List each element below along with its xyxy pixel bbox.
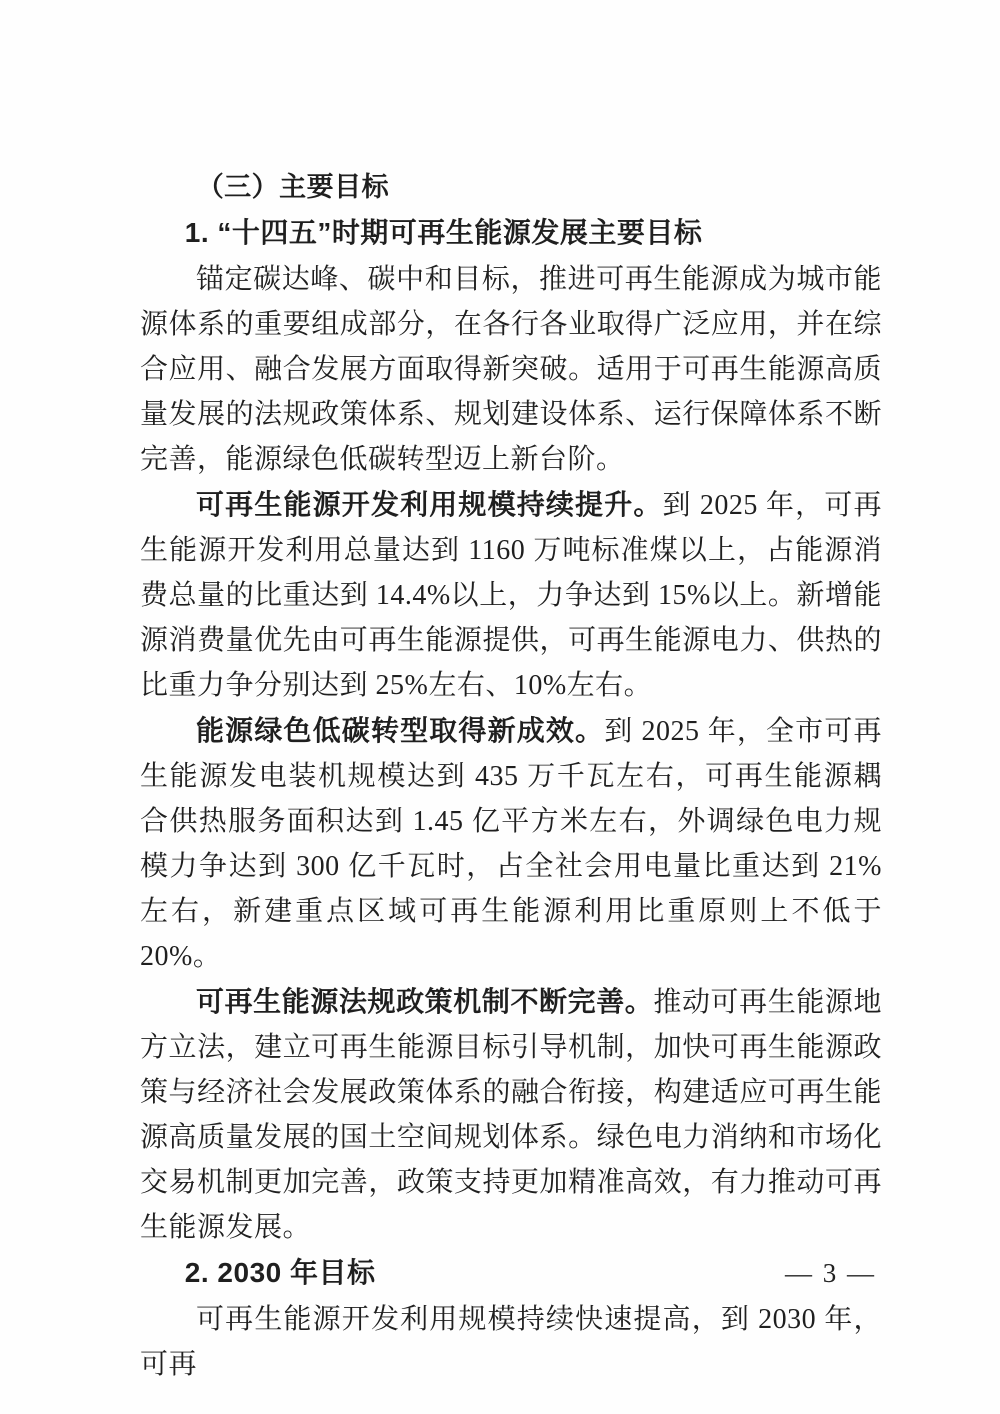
paragraph — [140, 256, 882, 482]
paragraph-lead: 可再生能源开发利用规模持续提升。 — [196, 489, 663, 520]
paragraph-text: 推动可再生能源地方立法，建立可再生能源目标引导机制，加快可再生能源政策与经济社会发展政策体系的融合衔接，构建适应可再生能源高质量发展的国土空间规划体系。绿色电力消纳和市场化交易机制更加完善，政策支持更加精准高效，有力推动可再生能源发展。 — [140, 987, 882, 1243]
paragraph-text: 到 2025 年，全市可再生能源发电装机规模达到 435 万千瓦左右，可再生能源耦合供热服务面积达到 1.45 亿平方米左右，外调绿色电力规模力争达到 300 亿千瓦时，占全社会用电量比重达到 21%左右，新建重点区域可再生能源利用比重原则上不低于 20%。 — [140, 716, 882, 972]
paragraph — [140, 979, 882, 1250]
paragraph-text: 锚定碳达峰、碳中和目标，推进可再生能源成为城市能源体系的重要组成部分，在各行各业取得广泛应用，并在综合应用、融合发展方面取得新突破。适用于可再生能源高质量发展的法规政策体系、规划建设体系、运行保障体系不断完善，能源绿色低碳转型迈上新台阶。 — [140, 264, 882, 475]
paragraph-text: 到 2025 年，可再生能源开发利用总量达到 1160 万吨标准煤以上，占能源消费总量的比重达到 14.4%以上，力争达到 15%以上。新增能源消费量优先由可再生能源提供，可再生能源电力、供热的比重力争分别达到 25%左右、10%左右。 — [140, 490, 882, 701]
paragraph — [140, 1296, 882, 1387]
paragraph-lead: 可再生能源法规政策机制不断完善。 — [196, 986, 654, 1017]
paragraph-text: 可再生能源开发利用规模持续快速提高，到 2030 年，可再 — [140, 1304, 882, 1380]
paragraph — [140, 708, 882, 979]
subsection-heading-1: 1. “十四五”时期可再生能源发展主要目标 — [184, 217, 703, 248]
page-number: — 3 — — [785, 1258, 876, 1288]
document-body — [140, 164, 882, 1387]
subsection-heading-2: 2. 2030 年目标 — [184, 1257, 376, 1288]
paragraph — [140, 482, 882, 708]
section-heading: （三）主要目标 — [196, 172, 390, 202]
paragraph-lead: 能源绿色低碳转型取得新成效。 — [196, 715, 605, 746]
